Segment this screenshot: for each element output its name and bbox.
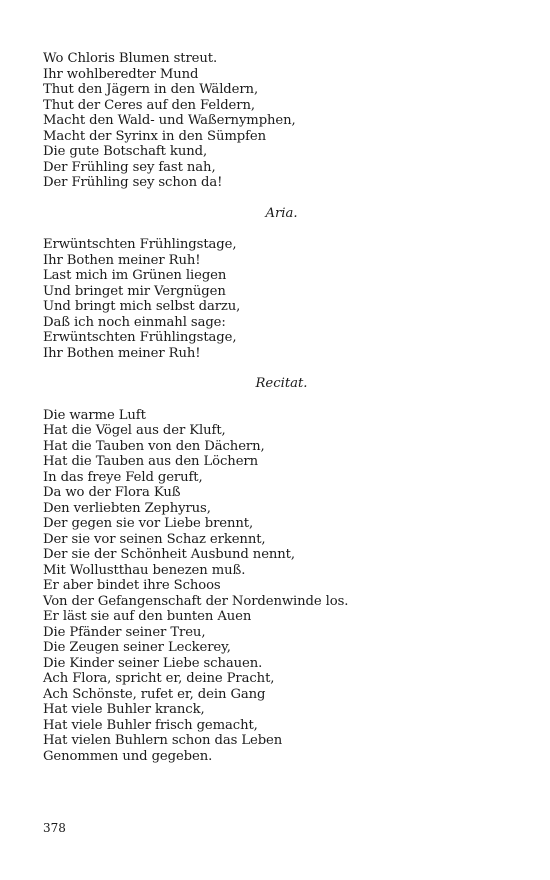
verse-line: Er läst sie auf den bunten Auen [43, 609, 252, 624]
verse-line: Hat viele Buhler kranck, [43, 702, 205, 717]
verse-line: Thut der Ceres auf den Feldern, [43, 97, 255, 113]
verse-line: Daß ich noch einmahl sage: [43, 314, 226, 330]
verse-line: Ihr Bothen meiner Ruh! [43, 252, 201, 268]
verse-line: Die Kinder seiner Liebe schauen. [43, 655, 263, 671]
verse-line: Der gegen sie vor Liebe brennt, [43, 516, 254, 531]
stanza-1 [43, 51, 508, 191]
verse-line: Und bringet mir Vergnügen [43, 283, 226, 299]
verse-line: Ach Schönste, rufet er, dein Gang [43, 686, 266, 702]
verse-line: Hat die Tauben aus den Löchern [43, 454, 258, 469]
verse-line: Ihr wohlberedter Mund [43, 66, 199, 82]
verse-line: Der Frühling sey schon da! [43, 175, 223, 190]
verse-line: Genommen und gegeben. [43, 748, 213, 764]
verse-line: Der sie der Schönheit Ausbund nennt, [43, 547, 295, 562]
verse-line: Hat vielen Buhlern schon das Leben [43, 733, 283, 748]
section-heading-aria: Aria. [265, 205, 298, 221]
verse-line: Da wo der Flora Kuß [43, 485, 181, 500]
verse-line: Wo Chloris Blumen streut. [43, 51, 218, 66]
verse-line: Den verliebten Zephyrus, [43, 500, 211, 516]
verse-line: Mit Wollustthau benezen muß. [43, 562, 246, 578]
verse-line: Thut den Jägern in den Wäldern, [43, 82, 259, 97]
verse-line: Erwüntschten Frühlingstage, [43, 330, 237, 345]
verse-line: Last mich im Grünen liegen [43, 268, 227, 283]
verse-line: Ihr Bothen meiner Ruh! [43, 345, 201, 361]
verse-line: Hat die Tauben von den Dächern, [43, 438, 265, 454]
verse-line: Macht der Syrinx in den Sümpfen [43, 128, 266, 144]
verse-line: Die Pfänder seiner Treu, [43, 624, 206, 640]
verse-line: Ach Flora, spricht er, deine Pracht, [43, 671, 275, 686]
verse-line: Die warme Luft [43, 407, 146, 423]
verse-line: Erwüntschten Frühlingstage, [43, 237, 237, 252]
verse-line: Und bringt mich selbst darzu, [43, 299, 241, 314]
page-number: 378 [43, 821, 66, 835]
verse-line: Die Zeugen seiner Leckerey, [43, 640, 231, 655]
verse-line: Er aber bindet ihre Schoos [43, 578, 221, 593]
verse-line: In das freye Feld geruft, [43, 469, 203, 485]
verse-line: Macht den Wald- und Waßernymphen, [43, 113, 296, 128]
verse-line: Hat viele Buhler frisch gemacht, [43, 717, 258, 733]
stanza-3 [43, 408, 508, 765]
verse-line: Hat die Vögel aus der Kluft, [43, 423, 226, 438]
page-body [43, 51, 508, 764]
verse-line: Die gute Botschaft kund, [43, 144, 208, 159]
verse-line: Der sie vor seinen Schaz erkennt, [43, 531, 266, 547]
stanza-2 [43, 237, 508, 361]
verse-line: Der Frühling sey fast nah, [43, 159, 216, 175]
section-heading-recitat: Recitat. [255, 376, 308, 391]
verse-line: Von der Gefangenschaft der Nordenwinde los. [43, 593, 349, 609]
